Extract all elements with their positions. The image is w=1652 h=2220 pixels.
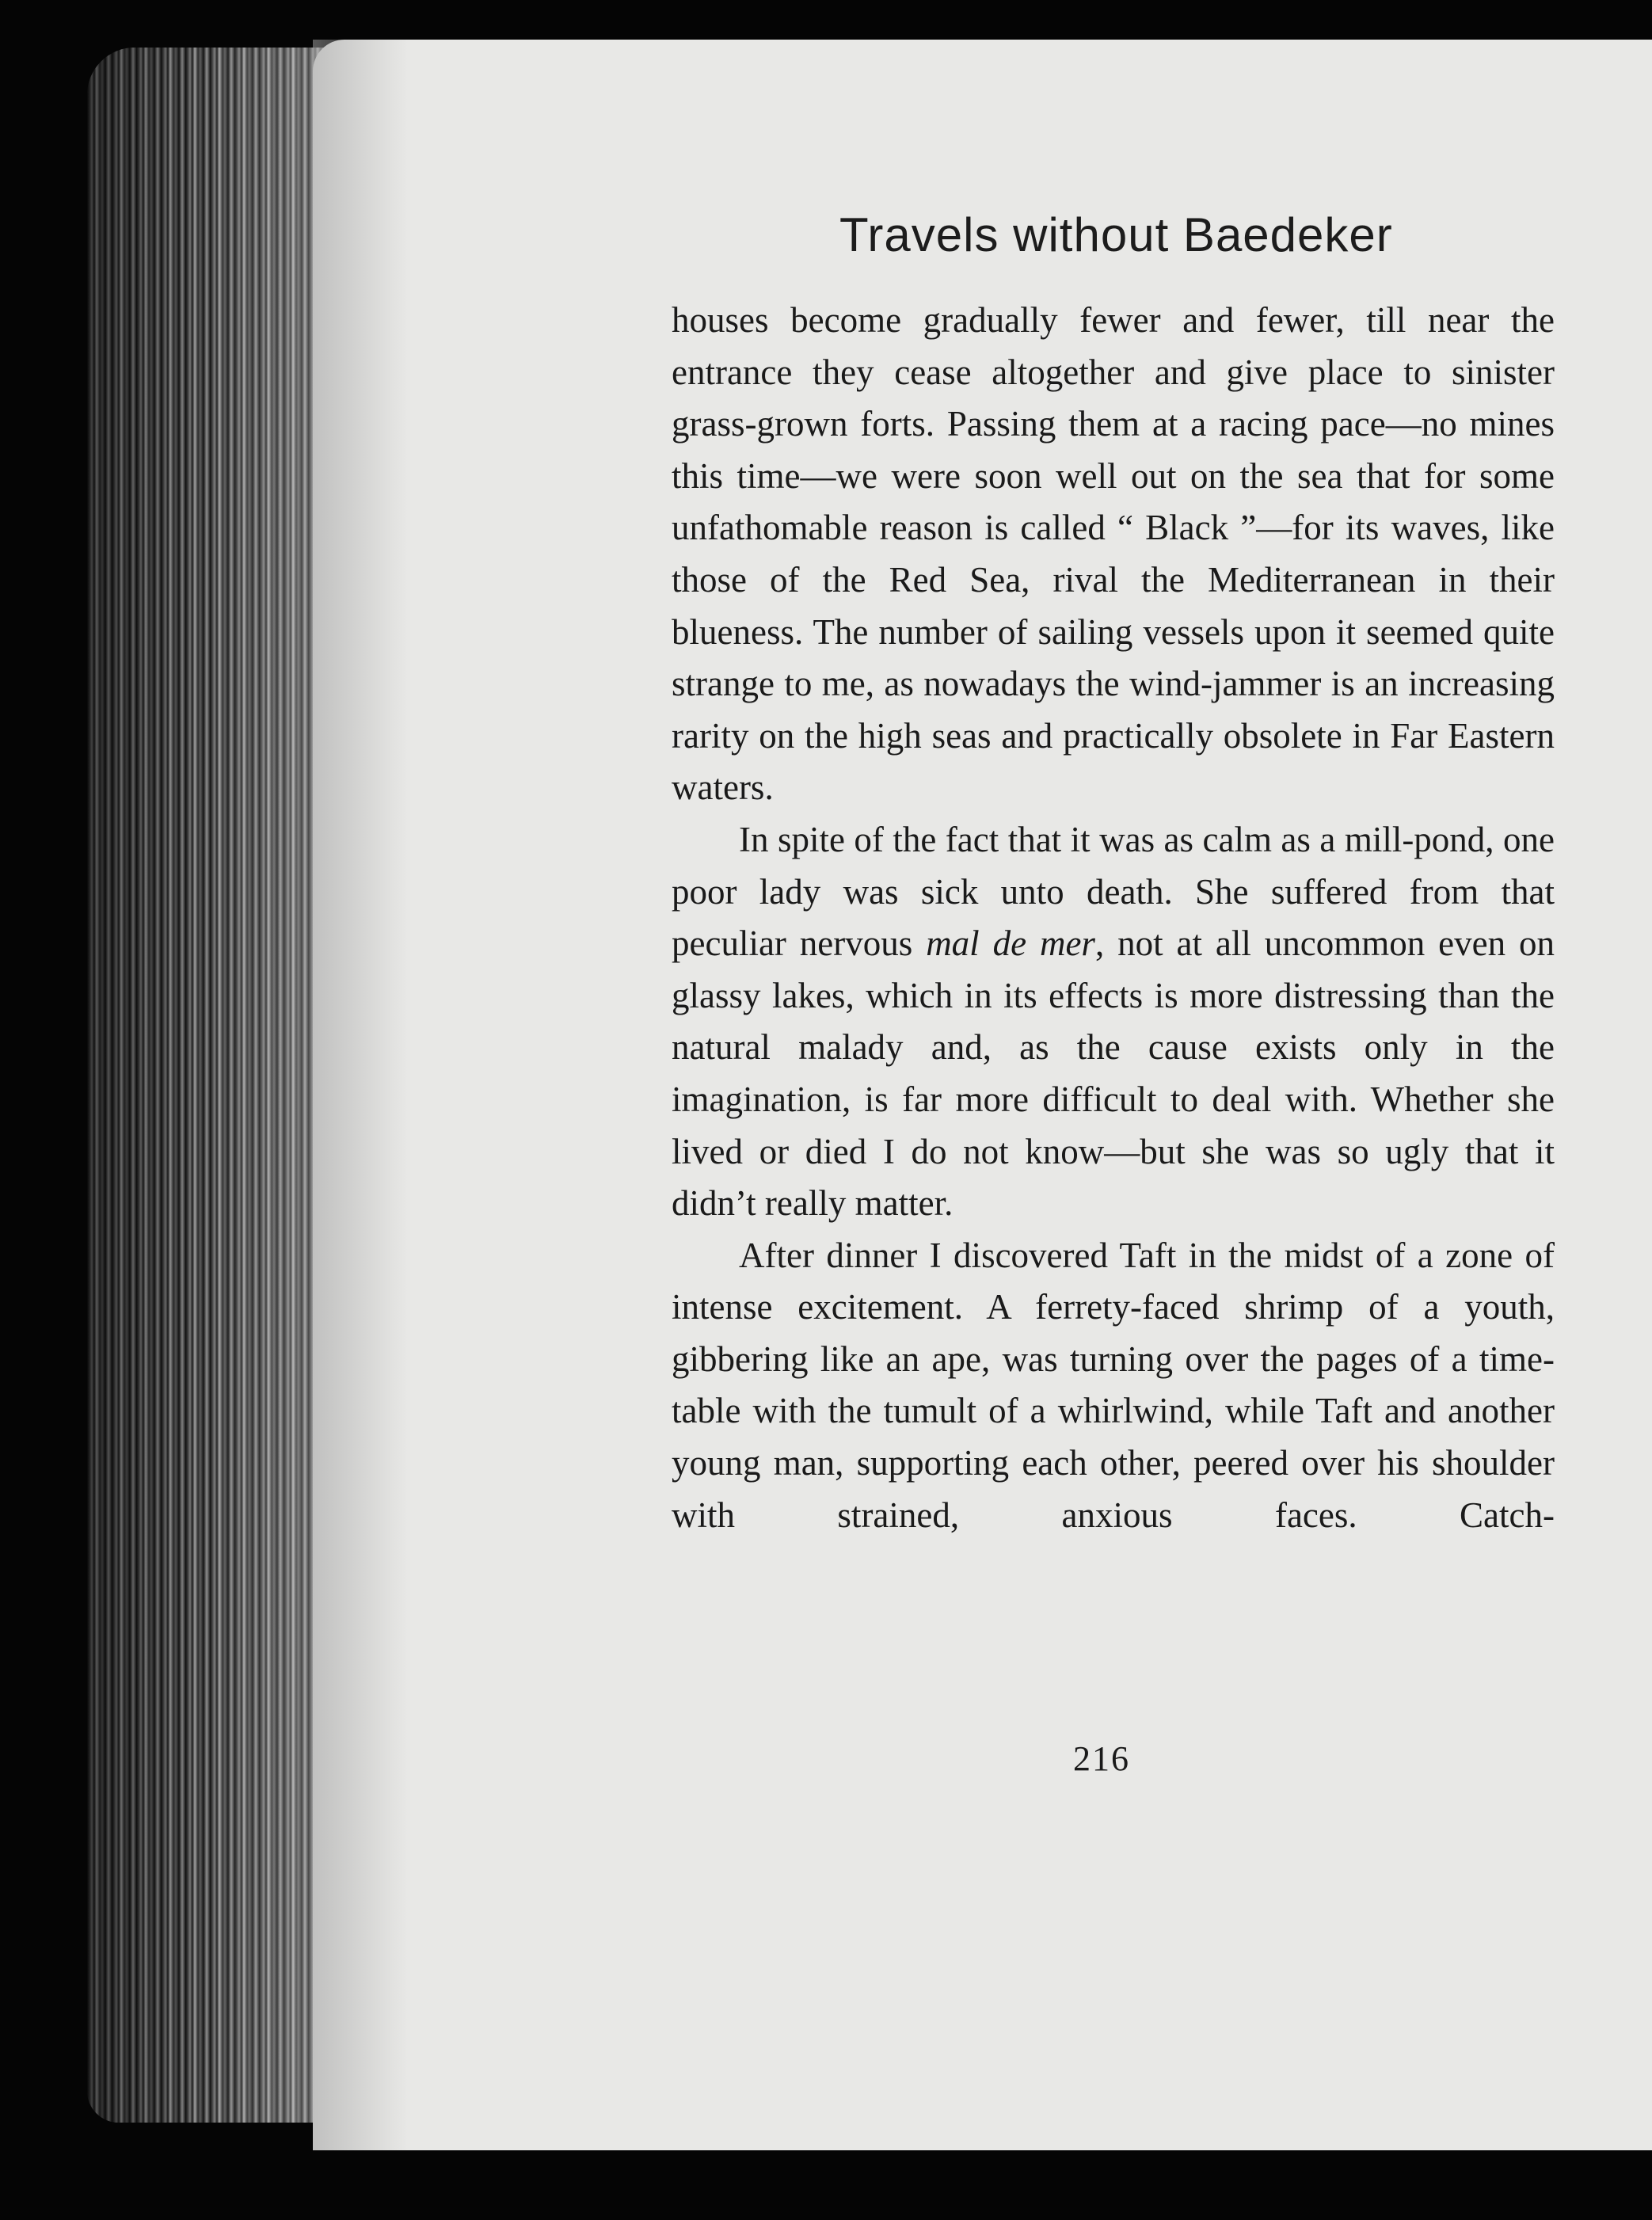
scan-background (0, 2150, 1652, 2220)
page-number: 216 (1073, 1739, 1130, 1778)
running-head: Travels without Baedeker (839, 208, 1393, 261)
body-text (672, 295, 1555, 1541)
italic-phrase: mal de mer (926, 923, 1095, 964)
book-edge-shadow (87, 48, 348, 2123)
page-gutter-shadow (313, 40, 408, 2150)
paragraph-1: houses become gradually fewer and fewer, till near the entrance they cease altogether and give place to sinister grass-grown forts. Passing them at a racing pace—no mines this time—we were soon well out on the sea that for some unfathomable reason is called “ Black ”—for its waves, like those of the Red Sea, rival the Mediterranean in their blueness. The number of sailing vessels upon it seemed quite strange to me, as nowadays the wind-jammer is an increasing rarity on the high seas and practically obsolete in Far Eastern waters. (672, 300, 1555, 808)
paragraph-3: After dinner I discovered Taft in the midst of a zone of intense excitement. A ferrety-faced shrimp of a youth, gibbering like an ape, was turning over the pages of a time-table with the tumult of a whirlwind, while Taft and another young man, supporting each other, peered over his shoulder with strained, anxious faces. Catch- (672, 1235, 1555, 1535)
paragraph-2: In spite of the fact that it was as calm as a mill-pond, one poor lady was sick unto death. She suffered from that peculiar nervous mal de mer, not at all uncommon even on glassy lakes, which in its effects is more distressing than the natural malady and, as the cause exists only in the imagination, is far more difficult to deal with. Whether she lived or died I do not know—but she was so ugly that it didn’t really matter. (672, 819, 1555, 1224)
